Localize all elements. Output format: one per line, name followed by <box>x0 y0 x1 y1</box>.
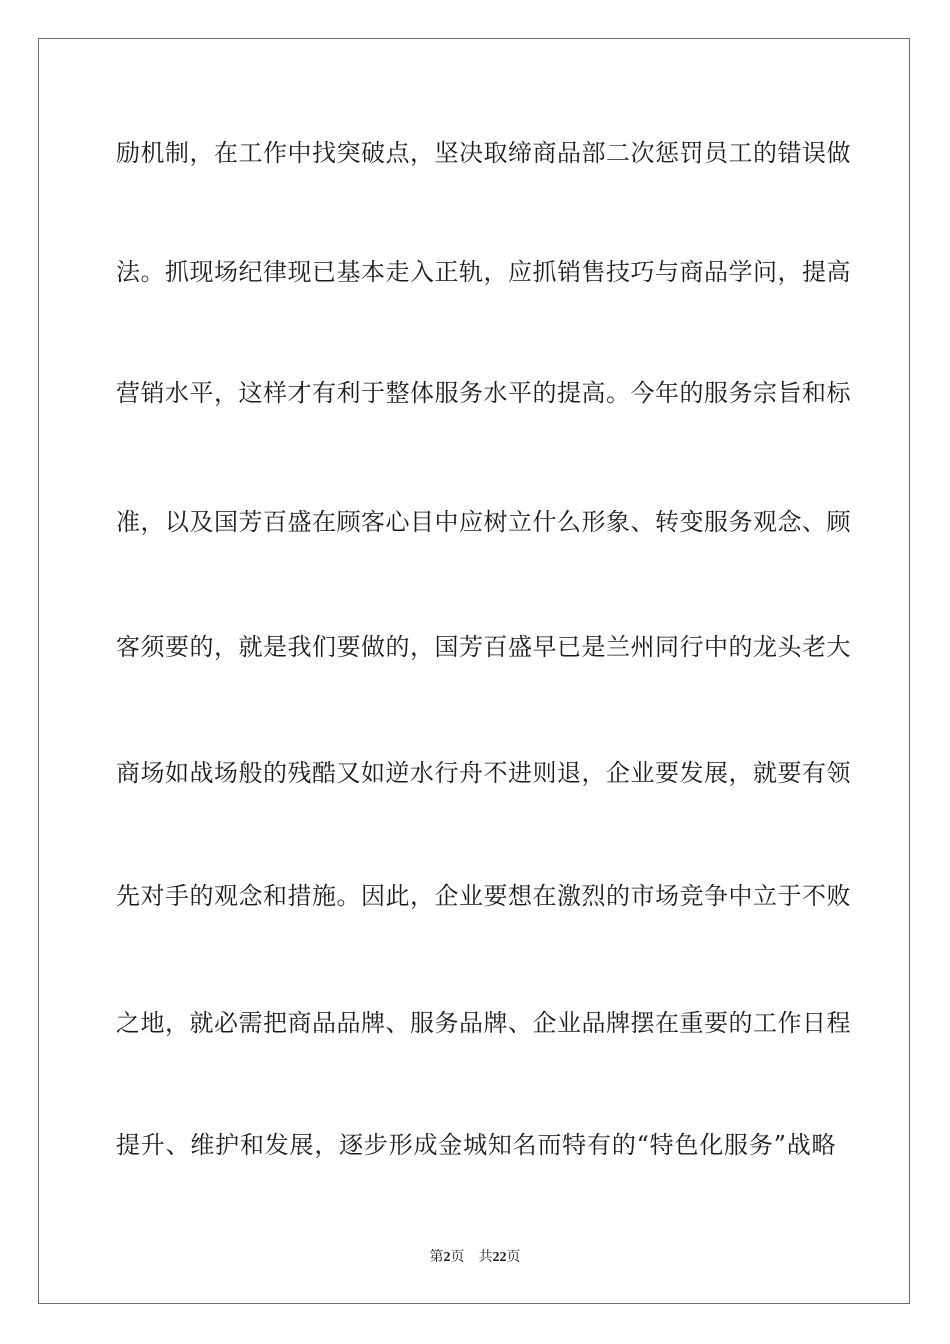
body-text-line: 提升、维护和发展，逐步形成金城知名而特有的“特色化服务”战略 <box>116 1131 836 1159</box>
body-text-line: 励机制，在工作中找突破点，坚决取缔商品部二次惩罚员工的错误做 <box>116 139 851 167</box>
page-footer <box>0 1248 950 1267</box>
page-prefix: 第 <box>429 1249 444 1265</box>
page-border <box>38 38 910 1304</box>
body-text-line: 先对手的观念和措施。因此，企业要想在激烈的市场竞争中立于不败 <box>116 882 851 910</box>
body-text-line: 商场如战场般的残酷又如逆水行舟不进则退，企业要发展，就要有领 <box>116 759 851 787</box>
total-suffix: 页 <box>506 1249 521 1265</box>
page-number: 2 <box>443 1250 451 1265</box>
body-text-line: 之地，就必需把商品品牌、服务品牌、企业品牌摆在重要的工作日程 <box>116 1009 851 1037</box>
body-text-line: 营销水平，这样才有利于整体服务水平的提高。今年的服务宗旨和标 <box>116 379 851 407</box>
page-suffix: 页 <box>450 1249 465 1265</box>
body-text-line: 准，以及国芳百盛在顾客心目中应树立什么形象、转变服务观念、顾 <box>116 508 851 536</box>
body-text-line: 法。抓现场纪律现已基本走入正轨，应抓销售技巧与商品学问，提高 <box>116 258 851 286</box>
total-pages: 22 <box>492 1250 507 1265</box>
body-text-line: 客须要的，就是我们要做的，国芳百盛早已是兰州同行中的龙头老大 <box>116 633 851 661</box>
total-prefix: 共 <box>478 1249 493 1265</box>
